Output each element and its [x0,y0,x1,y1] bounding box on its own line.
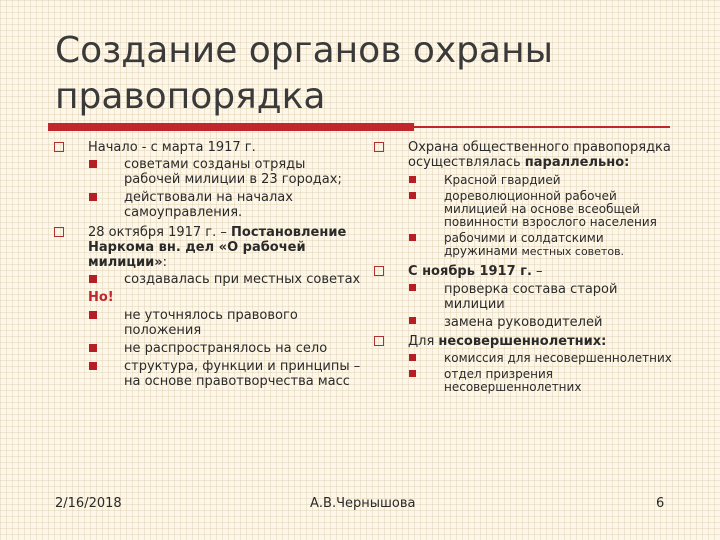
sub-bullet-item [52,157,362,187]
sub-bullet-item [372,315,672,330]
bullet-item: С ноябрь 1917 г. – [372,264,672,279]
bullet-text: Начало - с марта 1917 г. [88,140,256,155]
sub-bullet-text: отдел призрения несовершеннолетних [444,367,582,394]
sub-bullet-item [52,272,362,287]
bullet-bold-text: несовершеннолетних: [438,334,607,349]
filled-square-bullet-icon [409,192,416,199]
sub-bullet-item [372,190,672,229]
bullet-item: 28 октября 1917 г. – Постановление Наркома вн. дел «О рабочей милиции»: [52,225,362,270]
hollow-square-bullet-icon [374,336,384,346]
bullet-item: Для несовершеннолетних: [372,334,672,349]
sub-bullet-item [52,341,362,356]
sub-bullet-item [372,174,672,187]
sub-bullet-text: структура, функции и принципы – на основе правотворчества масс [124,359,361,389]
sub-bullet-text: действовали на началах самоуправления. [124,190,293,220]
sub-bullet-text: замена руководителей [444,315,603,330]
filled-square-bullet-icon [409,176,416,183]
sub-bullet-text: дореволюционной рабочей милицией на основе всеобщей повинности взрослого населения [444,189,657,229]
sub-bullet-text: рабочими и солдатскими дружинами [444,231,604,258]
bullet-text: 28 октября 1917 г. – [88,225,227,240]
hollow-square-bullet-icon [54,142,64,152]
bullet-bold-text: С ноябрь 1917 г. [408,264,532,279]
sub-bullet-text: проверка состава старой милиции [444,282,618,312]
bullet-text: Охрана общественного правопорядка осуществлялась [408,140,671,170]
filled-square-bullet-icon [409,317,416,324]
sub-bullet-text: советами созданы отряды рабочей милиции в 23 городах; [124,157,342,187]
filled-square-bullet-icon [409,234,416,241]
hollow-square-bullet-icon [374,142,384,152]
bullet-bold-text: Постановление Наркома вн. дел «О рабочей милиции» [88,225,347,270]
sub-bullet-text: Красной гвардией [444,173,561,187]
hollow-square-bullet-icon [374,266,384,276]
sub-bullet-text: не распространялось на село [124,341,328,356]
bullet-item [372,140,672,170]
bullet-item [52,140,362,155]
sub-bullet-item [52,308,362,338]
sub-bullet-item [372,352,672,365]
filled-square-bullet-icon [89,193,97,201]
filled-square-bullet-icon [409,354,416,361]
sub-bullet-item [52,359,362,389]
bullet-bold-text: параллельно: [524,155,630,170]
sub-bullet-text: комиссия для несовершеннолетних [444,351,672,365]
filled-square-bullet-icon [409,370,416,377]
left-column [52,140,362,389]
right-column [372,140,672,394]
filled-square-bullet-icon [89,344,97,352]
slide-title: Создание органов охраны правопорядка [55,30,554,117]
title-underline-thin [414,126,670,128]
filled-square-bullet-icon [89,160,97,168]
sub-bullet-item: рабочими и солдатскими дружинами местных советов. [372,232,672,258]
filled-square-bullet-icon [89,275,97,283]
footer-page-number: 6 [656,496,665,511]
title-underline-thick [48,123,414,131]
sub-bullet-text: создавалась при местных советах [124,272,361,287]
sub-bullet-item [372,282,672,312]
filled-square-bullet-icon [409,284,416,291]
footer-date: 2/16/2018 [55,496,122,511]
footer-author: А.В.Чернышова [310,496,416,511]
filled-square-bullet-icon [89,362,97,370]
sub-bullet-text: не уточнялось правового положения [124,308,298,338]
hollow-square-bullet-icon [54,227,64,237]
no-label: Но! [88,290,114,305]
filled-square-bullet-icon [89,311,97,319]
sub-bullet-item [372,368,672,394]
sub-bullet-item [52,190,362,220]
